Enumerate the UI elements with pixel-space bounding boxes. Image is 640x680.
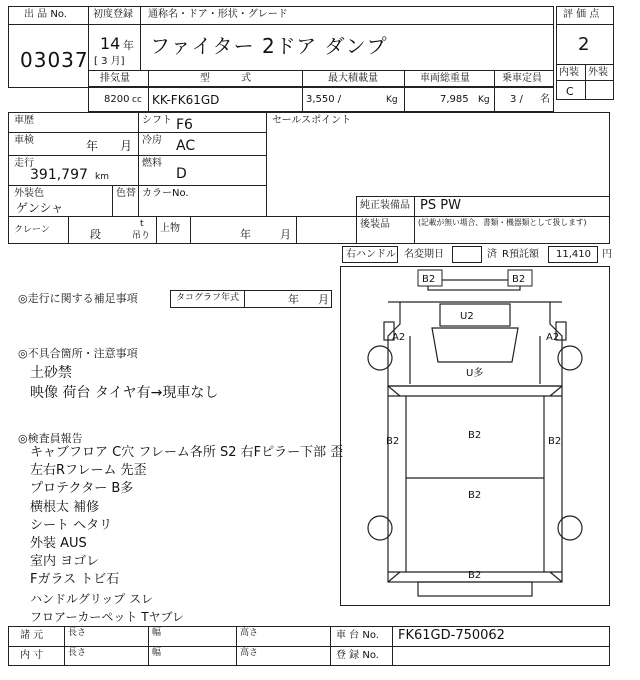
crane-label: クレーン (14, 225, 50, 235)
max-load: 3,550 / (306, 94, 342, 105)
rule (236, 626, 237, 666)
inspection-label: 車検 (14, 135, 34, 146)
type-code: KK-FK61GD (152, 93, 220, 107)
diagram-mark-cab-roof: U2 (460, 311, 474, 322)
tachograph-year-unit: 年 (288, 293, 299, 306)
grade-value: 2 (578, 34, 590, 55)
color-value: ゲンシャ (16, 201, 64, 215)
cab-roof (440, 304, 510, 326)
yen-unit: 円 (602, 249, 612, 260)
aftermarket-note: (記載が無い場合、書類・機器類として扱します) (418, 219, 587, 228)
rear-bumper (418, 582, 532, 596)
mileage-label: 走行 (14, 158, 34, 169)
capacity: 3 / (510, 94, 523, 105)
type-label: 型 式 (200, 73, 266, 84)
inspector-item: シート ヘタリ (30, 517, 113, 533)
inspector-report-list (30, 444, 343, 626)
sales-point-label: セールスポイント (272, 115, 352, 126)
diagram-mark-center-mid: B2 (468, 490, 482, 501)
ac-label: 冷房 (142, 135, 162, 146)
gross-weight: 7,985 (440, 94, 469, 105)
cargo-bed (388, 386, 562, 582)
rule (148, 70, 149, 112)
rule (302, 70, 303, 112)
recycle-amount: 11,410 (556, 249, 591, 260)
rule (112, 185, 113, 216)
name-change-label: 名変期日 (404, 249, 444, 260)
rule (8, 185, 266, 186)
driving-notes-heading: ◎走行に関する補足事項 (18, 292, 138, 305)
inspector-item: 外装 AUS (30, 536, 87, 552)
crane-hang-unit: 吊り (132, 231, 151, 241)
rhd-label: 右ハンドル (346, 249, 396, 260)
exterior-label: 外装 (588, 67, 608, 78)
rule (556, 24, 614, 25)
model-name: ファイター 2ドア ダンプ (150, 34, 388, 58)
capacity-unit: 名 (540, 94, 550, 105)
interior-dims-label: 内 寸 (20, 650, 44, 661)
km-unit: km (95, 172, 109, 182)
color-change-label: 色替 (116, 188, 136, 199)
rule (140, 24, 141, 70)
fuel-label: 燃料 (142, 158, 162, 169)
interior-grade: C (566, 85, 574, 98)
gross-weight-label: 車両総重量 (420, 73, 470, 84)
lot-label: 出 品 No. (24, 9, 67, 20)
rule (494, 70, 495, 112)
windshield (432, 328, 518, 362)
rule (356, 216, 610, 217)
color-label: 外装色 (14, 188, 44, 199)
interior-label: 内装 (559, 67, 579, 78)
defect-item: 映像 荷台 タイヤ有→現車なし (30, 385, 219, 401)
upper-label: 上物 (160, 223, 180, 234)
displacement: 8200 (104, 94, 130, 105)
fuel-value: D (176, 166, 187, 182)
inspector-item: 左右Rフレーム 先歪 (30, 463, 147, 479)
rule (585, 64, 586, 100)
rule (88, 86, 554, 87)
model-header: 通称名・ドア・形状・グレード (148, 9, 288, 20)
rule (356, 196, 357, 216)
rule (296, 216, 297, 244)
color-code-label: カラーNo. (142, 188, 189, 199)
rule (64, 626, 65, 666)
tachograph-month-unit: 月 (318, 293, 329, 306)
dims-label: 諸 元 (20, 630, 44, 641)
rule (244, 290, 245, 308)
rule (138, 112, 139, 216)
defects-heading: ◎不具合箇所・注意事項 (18, 347, 138, 360)
shift-value: F6 (176, 117, 193, 133)
inspector-item: 室内 ヨゴレ (30, 554, 100, 570)
inspector-item: フロアーカーペット Tヤブレ (30, 609, 185, 624)
diagram-mark-cab-floor: U多 (466, 368, 484, 379)
equipment-value: PS PW (420, 198, 461, 213)
max-load-unit: Kg (386, 95, 398, 105)
cc-unit: cc (132, 95, 142, 105)
first-reg-label: 初度登録 (93, 9, 133, 20)
rule (414, 216, 415, 244)
rule (404, 70, 405, 112)
rule (148, 626, 149, 666)
rule (156, 216, 157, 244)
chassis-number: FK61GD-750062 (398, 628, 505, 643)
displacement-label: 排気量 (100, 73, 130, 84)
rule (330, 626, 331, 666)
rule (140, 6, 141, 24)
diagram-mark-left-body: B2 (386, 436, 400, 447)
equipment-label: 純正装備品 (360, 200, 410, 211)
diagram-mark-right-front: A2 (546, 332, 560, 343)
crane-stage-unit: 段 (90, 228, 101, 241)
diagram-mark-left-front: A2 (392, 332, 406, 343)
chassis-label: 車 台 No. (336, 630, 379, 641)
reg-year-unit: 年 (123, 39, 134, 52)
capacity-label: 乗車定員 (502, 73, 542, 84)
interior-length-label: 長さ (68, 648, 87, 658)
inspector-item: 横根太 補修 (30, 499, 100, 515)
diagram-mark-bumper-left: B2 (422, 274, 436, 285)
inspector-item: Fガラス トビ石 (30, 572, 120, 588)
gross-weight-unit: Kg (478, 95, 490, 105)
diagram-mark-bumper-right: B2 (512, 274, 526, 285)
reg-year: 14 (100, 34, 121, 53)
rule (88, 24, 554, 25)
rule (190, 216, 191, 244)
registration-label: 登 録 No. (336, 650, 379, 661)
recycle-done-mark: 済 (487, 249, 497, 260)
name-change-box (452, 246, 482, 263)
defects-list (30, 363, 218, 403)
interior-height-label: 高さ (240, 648, 259, 658)
height-label: 高さ (240, 628, 259, 638)
inspector-heading: ◎検査員報告 (18, 432, 83, 445)
ac-value: AC (176, 138, 196, 154)
recycle-label: R預託額 (502, 249, 539, 260)
upper-month-unit: 月 (280, 228, 291, 241)
defect-item: 土砂禁 (30, 365, 72, 381)
rule (356, 196, 610, 197)
diagram-mark-right-body: B2 (548, 436, 562, 447)
grade-label: 評 価 点 (563, 9, 600, 20)
diagram-mark-center-front: B2 (468, 430, 482, 441)
inspector-item: ハンドルグリップ スレ (30, 591, 154, 606)
interior-width-label: 幅 (152, 648, 162, 658)
history-label: 車歴 (14, 115, 34, 126)
tachograph-label: タコグラフ年式 (176, 293, 240, 303)
max-load-label: 最大積載量 (328, 73, 378, 84)
rule (266, 112, 267, 216)
inspector-item: プロテクター B多 (30, 481, 134, 497)
diagram-mark-rear: B2 (468, 570, 482, 581)
upper-year-unit: 年 (240, 228, 251, 241)
lot-number: 03037 (20, 48, 89, 72)
inspection-year-unit: 年 (86, 139, 99, 153)
rule (8, 646, 610, 647)
width-label: 幅 (152, 628, 162, 638)
rule (68, 216, 69, 244)
rule (8, 155, 266, 156)
rule (356, 216, 357, 244)
length-label: 長さ (68, 628, 87, 638)
rule (8, 132, 266, 133)
truck-damage-diagram (340, 266, 610, 606)
reg-month: [ 3 月] (94, 56, 125, 67)
mileage-value: 391,797 (30, 167, 88, 183)
rule (8, 24, 88, 25)
inspection-month-unit: 月 (120, 139, 133, 153)
rule (414, 196, 415, 216)
shift-label: シフト (142, 115, 172, 126)
crane-t-unit: t (140, 219, 144, 229)
aftermarket-label: 後装品 (360, 219, 390, 230)
rule (392, 626, 393, 666)
inspector-item: キャブフロア C穴 フレーム各所 S2 右Fピラー下部 歪 (30, 445, 344, 460)
